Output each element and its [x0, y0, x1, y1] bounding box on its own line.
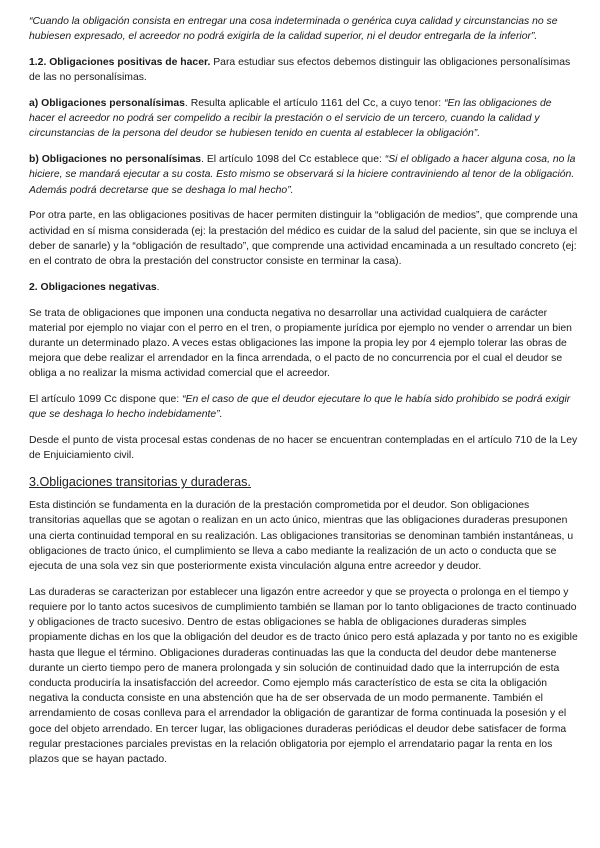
text-article-1099: El artículo 1099 Cc dispone que:: [29, 394, 183, 406]
paragraph-procedural-view: Desde el punto de vista procesal estas condenas de no hacer se encuentran contempladas en el artículo 710 de la Ley de Enjuiciamiento civil.: [29, 435, 578, 462]
paragraph-personal-obligations: [29, 96, 578, 142]
paragraph-means-and-result: Por otra parte, en las obligaciones positivas de hacer permiten distinguir la “obligación de medios”, que comprende una actividad en sí misma considerada (ej: la prestación del médico es cuidar de la salud del paciente, sin que se incluya el deber de sanarle) y la “obligación de resultado”, que comprende una actividad encaminada a un resultado concreto (ej: en el contrato de obra la prestación del constructor consiste en terminar la casa).: [29, 210, 578, 268]
quote-article-1099: “En el caso de que el deudor ejecutare lo que le había sido prohibido se podrá exigir que se deshaga lo hecho indebidamente”.: [29, 394, 571, 421]
paragraph-durable-obligations: Las duraderas se caracterizan por establecer una ligazón entre acreedor y que se proyecta o prolonga en el tiempo y requiere por lo tanto actos sucesivos de cumplimiento también se llaman por lo tanto obligaciones de tracto continuado y obligaciones de tracto sucesivo. Dentro de estas obligaciones se habla de obligaciones duraderas simples propiamente dichas en los que la obligación del deudor es de tracto único pero está aplazada y por tanto no es exigible hasta que llegue el término. Obligaciones duraderas continuadas las que la conducta del deudor debe mantenerse durante un cierto tiempo pero de manera prolongada y sin solución de continuidad dado que la interrupción de esta conducta produciría la insatisfacción del acreedor. Como ejemplo más característico de esta se cita la obligación negativa la conducta consiste en una abstención que ha de ser observada de un modo permanente. También el arrendamiento de cosas conlleva para el arrendador la obligación de garantizar de forma continuada la posesión y el goce del objeto arrendado. En tercer lugar, las obligaciones duraderas periódicas el deudor debe satisfacer de forma regular prestaciones parciales previstas en la relación obligatoria por ejemplo el arrendatario pagar la renta en los plazos que se hayan pactado.: [29, 586, 578, 766]
heading-non-personal-obligations: b) Obligaciones no personalísimas: [29, 154, 202, 166]
text-positive-obligations: Para estudiar sus efectos debemos distinguir las obligaciones personalísimas de las no personalísimas.: [29, 57, 571, 84]
paragraph-positive-obligations: [29, 55, 578, 85]
quote-paragraph-indeterminate-obligation: “Cuando la obligación consista en entregar una cosa indeterminada o genérica cuya calidad y circunstancias no se hubiesen expresado, el acreedor no podrá exigirla de la calidad superior, ni el deudor entregarla de la inferior”.: [29, 16, 558, 43]
section-heading-transitory-durable: 3.Obligaciones transitorias y duraderas.: [29, 475, 251, 490]
text-non-personal-obligations: . El artículo 1098 del Cc establece que:: [201, 154, 385, 166]
paragraph-negative-obligations-heading: [29, 280, 578, 295]
heading-personal-obligations: a) Obligaciones personalísimas: [29, 98, 185, 109]
paragraph-non-personal-obligations: [29, 152, 578, 198]
quote-article-1098: “Si el obligado a hacer alguna cosa, no la hiciere, se mandará ejecutar a su costa. Esto mismo se observará si la hiciere contraviniendo al tenor de la obligación. Además podrá decretarse que se deshaga lo mal hecho”.: [29, 154, 576, 196]
paragraph-article-1099: [29, 392, 578, 422]
text-personal-obligations: . Resulta aplicable el artículo 1161 del Cc, a cuyo tenor:: [184, 98, 445, 109]
heading-negative-obligations: 2. Obligaciones negativas: [29, 281, 157, 293]
paragraph-transitory-obligations: Esta distinción se fundamenta en la duración de la prestación comprometida por el deudor. Son obligaciones transitorias aquellas que se agotan o realizan en un acto único, mientras que las obligaciones duraderas presuponen una cierta continuidad temporal en su realización. Las obligaciones transitorias se denominan también instantáneas, u obligaciones de tracto único, el cumplimiento se lleva a cabo mediante la realización de un acto o conducta que se ejecuta de una sola vez sin que posteriormente exista vinculación alguna entre acreedor y deudor.: [29, 500, 574, 573]
quote-article-1161: “En las obligaciones de hacer el acreedor no podrá ser compelido a recibir la prestación o el servicio de un tercero, cuando la calidad y circunstancias de la persona del deudor se hubiesen tenido en cuenta al establecer la obligación”.: [29, 98, 552, 140]
paragraph-negative-obligations: Se trata de obligaciones que imponen una conducta negativa no desarrollar una actividad cualquiera de carácter material por ejemplo no viajar con el perro en el tren, o propiamente jurídica por ejemplo no vender o arrendar un bien durante un determinado plazo. A veces estas obligaciones las impone la propia ley por 4 ejemplo tolerar las obras de mejora que debe realizar el arrendador en la finca arrendada, o el pacto de no concurrencia por el cual el deudor se obliga a no realizar la misma actividad comercial que el acreedor.: [29, 307, 572, 380]
heading-negative-obligations-period: .: [156, 281, 160, 293]
heading-positive-obligations: 1.2. Obligaciones positivas de hacer.: [29, 57, 211, 68]
